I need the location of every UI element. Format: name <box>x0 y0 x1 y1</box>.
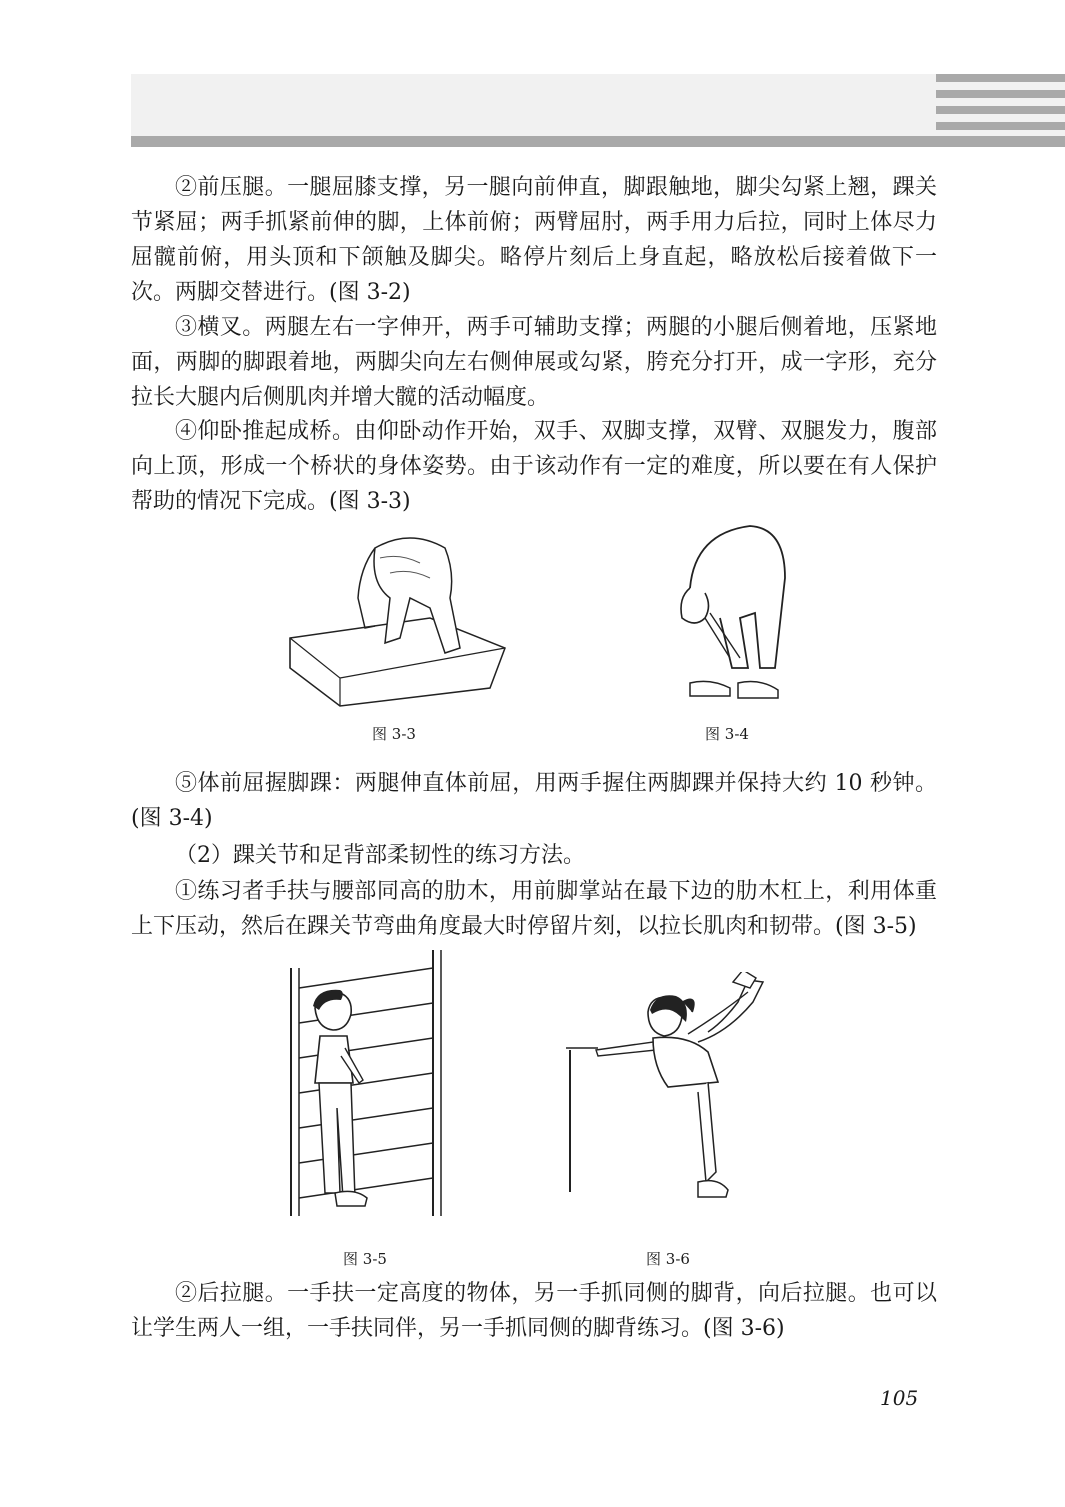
figure-3-3-caption: 图 3-3 <box>372 725 416 743</box>
page-number: 105 <box>880 1386 919 1410</box>
figure-3-4-illustration <box>660 518 800 708</box>
paragraph-forward-bend: ⑤体前屈握脚踝：两腿伸直体前屈，用两手握住两脚踝并保持大约 10 秒钟。(图 3-4) <box>131 771 937 831</box>
figure-3-6-illustration <box>558 972 783 1207</box>
paragraph-ankle-heading: （2）踝关节和足背部柔韧性的练习方法。 <box>175 843 585 868</box>
paragraph-wall-bars: ①练习者手扶与腰部同高的肋木，用前脚掌站在最下边的肋木杠上，利用体重上下压动，然后在踝关节弯曲角度最大时停留片刻，以拉长肌肉和韧带。(图 3-5) <box>131 879 937 939</box>
header-stripes <box>936 74 1065 132</box>
header-rule <box>131 136 1065 147</box>
figure-3-6-caption: 图 3-6 <box>646 1250 690 1268</box>
figure-3-5-caption: 图 3-5 <box>343 1250 387 1268</box>
paragraph-side-split: ③横叉。两腿左右一字伸开，两手可辅助支撑；两腿的小腿后侧着地，压紧地面，两脚的脚跟着地，两脚尖向左右侧伸展或勾紧，胯充分打开，成一字形，充分拉长大腿内后侧肌肉并增大髋的活动幅度。 <box>131 315 937 410</box>
figure-3-5-illustration <box>285 948 445 1218</box>
paragraph-bridge: ④仰卧推起成桥。由仰卧动作开始，双手、双脚支撑，双臂、双腿发力，腹部向上顶，形成一个桥状的身体姿势。由于该动作有一定的难度，所以要在有人保护帮助的情况下完成。(图 3-3) <box>131 419 937 514</box>
paragraph-forward-leg-press: ②前压腿。一腿屈膝支撑，另一腿向前伸直，脚跟触地，脚尖勾紧上翘，踝关节紧屈；两手抓紧前伸的脚，上体前俯；两臂屈肘，两手用力后拉，同时上体尽力屈髋前俯，用头顶和下颌触及脚尖。略停片刻后上身直起，略放松后接着做下一次。两脚交替进行。(图 3-2) <box>131 175 937 305</box>
paragraph-back-leg-pull: ②后拉腿。一手扶一定高度的物体，另一手抓同侧的脚背，向后拉腿。也可以让学生两人一组，一手扶同伴，另一手抓同侧的脚背练习。(图 3-6) <box>131 1281 937 1341</box>
header-band <box>131 74 1065 136</box>
figure-3-3-illustration <box>280 528 510 713</box>
figure-3-4-caption: 图 3-4 <box>705 725 749 743</box>
